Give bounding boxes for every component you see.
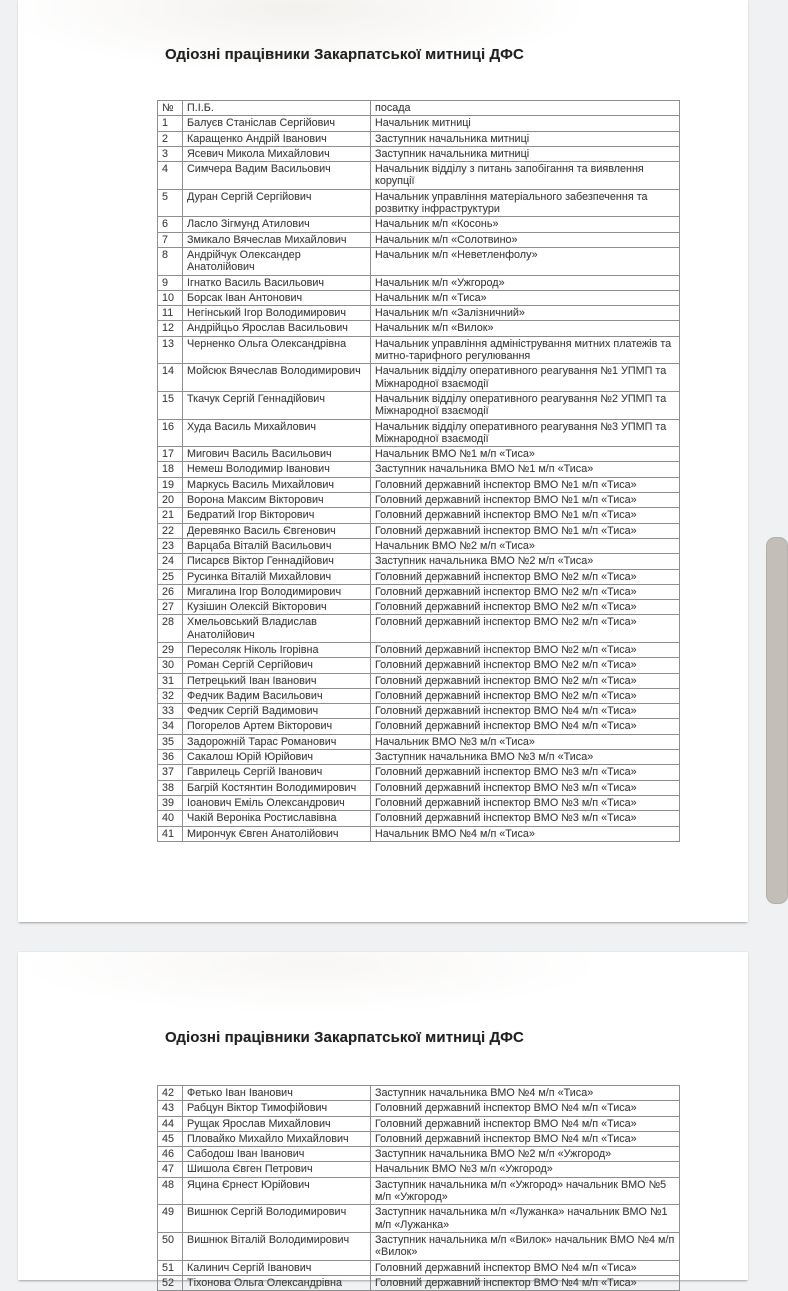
cell-num: 40 (158, 811, 183, 826)
table-row (158, 811, 680, 826)
cell-name: Бедратий Ігор Вікторович (183, 508, 371, 523)
table-row (158, 734, 680, 749)
cell-num: 47 (158, 1162, 183, 1177)
table-row (158, 1260, 680, 1275)
cell-position: Начальник м/п «Вилок» (371, 321, 680, 336)
cell-num: 27 (158, 600, 183, 615)
table-row (158, 217, 680, 232)
cell-num: 18 (158, 462, 183, 477)
table-row (158, 247, 680, 275)
cell-num: 12 (158, 321, 183, 336)
cell-name: Задорожній Тарас Романович (183, 734, 371, 749)
cell-num: 49 (158, 1205, 183, 1233)
cell-num: 9 (158, 275, 183, 290)
table-row (158, 162, 680, 190)
cell-position: Начальник управління матеріального забезпечення та розвитку інфраструктури (371, 189, 680, 217)
cell-name: Калинич Сергій Іванович (183, 1260, 371, 1275)
cell-name: Вишнюк Віталій Володимирович (183, 1232, 371, 1260)
column-header-num: № (158, 101, 183, 116)
cell-name: Русинка Віталій Михайлович (183, 569, 371, 584)
table-row (158, 673, 680, 688)
cell-position: Начальник м/п «Залізничний» (371, 306, 680, 321)
cell-position: Головний державний інспектор ВМО №1 м/п «Тиса» (371, 477, 680, 492)
cell-name: Ткачук Сергій Геннадійович (183, 391, 371, 419)
cell-name: Хмельовський Владислав Анатолійович (183, 615, 371, 643)
cell-num: 38 (158, 780, 183, 795)
cell-name: Борсак Іван Антонович (183, 290, 371, 305)
cell-position: Заступник начальника ВМО №2 м/п «Ужгород» (371, 1147, 680, 1162)
cell-num: 44 (158, 1116, 183, 1131)
cell-position: Начальник ВМО №3 м/п «Ужгород» (371, 1162, 680, 1177)
table-row (158, 765, 680, 780)
cell-num: 42 (158, 1086, 183, 1101)
employees-table-page-1 (157, 100, 680, 842)
cell-name: Кузішин Олексій Вікторович (183, 600, 371, 615)
cell-position: Головний державний інспектор ВМО №4 м/п «Тиса» (371, 1101, 680, 1116)
cell-num: 52 (158, 1275, 183, 1290)
cell-num: 48 (158, 1177, 183, 1205)
cell-num: 8 (158, 247, 183, 275)
cell-num: 10 (158, 290, 183, 305)
table-row (158, 1275, 680, 1290)
table-row (158, 1116, 680, 1131)
cell-position: Головний державний інспектор ВМО №4 м/п «Тиса» (371, 1116, 680, 1131)
cell-position: Головний державний інспектор ВМО №1 м/п «Тиса» (371, 523, 680, 538)
table-row (158, 232, 680, 247)
table-row (158, 569, 680, 584)
cell-position: Заступник начальника ВМО №1 м/п «Тиса» (371, 462, 680, 477)
cell-name: Сабодош Іван Іванович (183, 1147, 371, 1162)
cell-name: Тіхонова Ольга Олександрівна (183, 1275, 371, 1290)
table-row (158, 447, 680, 462)
table-row (158, 1232, 680, 1260)
cell-name: Худа Василь Михайлович (183, 419, 371, 447)
table-row (158, 493, 680, 508)
table-row (158, 508, 680, 523)
table-row (158, 477, 680, 492)
table-row (158, 1147, 680, 1162)
table-row (158, 1162, 680, 1177)
cell-num: 19 (158, 477, 183, 492)
cell-name: Андрійчук Олександер Анатолійович (183, 247, 371, 275)
cell-position: Начальник ВМО №1 м/п «Тиса» (371, 447, 680, 462)
table-row (158, 642, 680, 657)
cell-position: Головний державний інспектор ВМО №4 м/п «Тиса» (371, 1275, 680, 1290)
cell-position: Начальник відділу оперативного реагування №3 УПМП та Міжнародної взаємодії (371, 419, 680, 447)
cell-num: 4 (158, 162, 183, 190)
cell-num: 28 (158, 615, 183, 643)
cell-position: Головний державний інспектор ВМО №2 м/п «Тиса» (371, 615, 680, 643)
cell-name: Пловайко Михайло Михайлович (183, 1131, 371, 1146)
scrollbar-thumb[interactable] (766, 537, 788, 904)
table-row (158, 391, 680, 419)
table-row (158, 306, 680, 321)
table-row (158, 688, 680, 703)
table-row (158, 750, 680, 765)
cell-name: Ясевич Микола Михайлович (183, 146, 371, 161)
cell-position: Начальник м/п «Неветленфолу» (371, 247, 680, 275)
cell-position: Головний державний інспектор ВМО №2 м/п «Тиса» (371, 688, 680, 703)
cell-num: 33 (158, 704, 183, 719)
cell-position: Заступник начальника митниці (371, 131, 680, 146)
cell-position: Головний державний інспектор ВМО №4 м/п «Тиса» (371, 704, 680, 719)
cell-num: 31 (158, 673, 183, 688)
cell-num: 29 (158, 642, 183, 657)
cell-name: Деревянко Василь Євгенович (183, 523, 371, 538)
cell-num: 3 (158, 146, 183, 161)
cell-num: 39 (158, 795, 183, 810)
cell-num: 26 (158, 584, 183, 599)
cell-position: Головний державний інспектор ВМО №3 м/п «Тиса» (371, 765, 680, 780)
cell-name: Шишола Євген Петрович (183, 1162, 371, 1177)
cell-num: 51 (158, 1260, 183, 1275)
cell-name: Черненко Ольга Олександрівна (183, 336, 371, 364)
cell-position: Заступник начальника ВМО №2 м/п «Тиса» (371, 554, 680, 569)
cell-position: Начальник митниці (371, 116, 680, 131)
cell-num: 11 (158, 306, 183, 321)
cell-name: Ігнатко Василь Васильович (183, 275, 371, 290)
cell-position: Начальник м/п «Косонь» (371, 217, 680, 232)
table-row (158, 131, 680, 146)
cell-name: Мигалина Ігор Володимирович (183, 584, 371, 599)
table-row (158, 538, 680, 553)
cell-position: Начальник ВМО №3 м/п «Тиса» (371, 734, 680, 749)
cell-position: Заступник начальника м/п «Лужанка» начальник ВМО №1 м/п «Лужанка» (371, 1205, 680, 1233)
cell-name: Негінський Ігор Володимирович (183, 306, 371, 321)
cell-num: 15 (158, 391, 183, 419)
cell-name: Ворона Максим Вікторович (183, 493, 371, 508)
cell-num: 50 (158, 1232, 183, 1260)
cell-num: 30 (158, 658, 183, 673)
cell-name: Рущак Ярослав Михайлович (183, 1116, 371, 1131)
cell-num: 22 (158, 523, 183, 538)
table-row (158, 826, 680, 841)
column-header-name: П.І.Б. (183, 101, 371, 116)
cell-name: Мигович Василь Васильович (183, 447, 371, 462)
table-row (158, 1205, 680, 1233)
cell-name: Пересоляк Ніколь Ігорівна (183, 642, 371, 657)
table-row (158, 615, 680, 643)
cell-num: 23 (158, 538, 183, 553)
table-row (158, 1177, 680, 1205)
table-row (158, 704, 680, 719)
cell-num: 46 (158, 1147, 183, 1162)
cell-num: 25 (158, 569, 183, 584)
table-row (158, 780, 680, 795)
cell-position: Головний державний інспектор ВМО №2 м/п «Тиса» (371, 673, 680, 688)
cell-position: Начальник ВМО №4 м/п «Тиса» (371, 826, 680, 841)
table-row (158, 189, 680, 217)
cell-name: Погорелов Артем Вікторович (183, 719, 371, 734)
cell-name: Федчик Вадим Васильович (183, 688, 371, 703)
cell-position: Начальник управління адміністрування митних платежів та митно-тарифного регулювання (371, 336, 680, 364)
cell-position: Головний державний інспектор ВМО №3 м/п «Тиса» (371, 795, 680, 810)
cell-position: Головний державний інспектор ВМО №2 м/п «Тиса» (371, 642, 680, 657)
table-row (158, 719, 680, 734)
cell-position: Заступник начальника м/п «Ужгород» начальник ВМО №5 м/п «Ужгород» (371, 1177, 680, 1205)
cell-num: 16 (158, 419, 183, 447)
cell-position: Головний державний інспектор ВМО №3 м/п «Тиса» (371, 811, 680, 826)
table-header-row (158, 101, 680, 116)
cell-num: 37 (158, 765, 183, 780)
table-row (158, 275, 680, 290)
cell-num: 24 (158, 554, 183, 569)
cell-name: Фетько Іван Іванович (183, 1086, 371, 1101)
cell-num: 21 (158, 508, 183, 523)
cell-name: Сакалош Юрій Юрійович (183, 750, 371, 765)
cell-num: 35 (158, 734, 183, 749)
cell-name: Немеш Володимир Іванович (183, 462, 371, 477)
table-row (158, 321, 680, 336)
cell-position: Заступник начальника ВМО №3 м/п «Тиса» (371, 750, 680, 765)
cell-name: Мойсюк Вячеслав Володимирович (183, 364, 371, 392)
table-row (158, 1086, 680, 1101)
table-row (158, 146, 680, 161)
table-row (158, 116, 680, 131)
cell-name: Багрій Костянтин Володимирович (183, 780, 371, 795)
cell-num: 2 (158, 131, 183, 146)
cell-position: Головний державний інспектор ВМО №3 м/п «Тиса» (371, 780, 680, 795)
cell-position: Головний державний інспектор ВМО №2 м/п «Тиса» (371, 658, 680, 673)
table-row (158, 523, 680, 538)
table-row (158, 584, 680, 599)
cell-position: Заступник начальника ВМО №4 м/п «Тиса» (371, 1086, 680, 1101)
table-row (158, 1101, 680, 1116)
document-page-1 (18, 0, 748, 922)
cell-position: Начальник м/п «Солотвино» (371, 232, 680, 247)
cell-num: 34 (158, 719, 183, 734)
cell-position: Начальник м/п «Ужгород» (371, 275, 680, 290)
table-row (158, 600, 680, 615)
cell-name: Чакій Вероніка Ростиславівна (183, 811, 371, 826)
cell-position: Головний державний інспектор ВМО №4 м/п «Тиса» (371, 1131, 680, 1146)
cell-num: 45 (158, 1131, 183, 1146)
cell-name: Петрецький Іван Іванович (183, 673, 371, 688)
cell-num: 5 (158, 189, 183, 217)
cell-name: Змикало Вячеслав Михайлович (183, 232, 371, 247)
cell-num: 1 (158, 116, 183, 131)
cell-position: Заступник начальника митниці (371, 146, 680, 161)
cell-position: Головний державний інспектор ВМО №2 м/п «Тиса» (371, 584, 680, 599)
cell-name: Симчера Вадим Васильович (183, 162, 371, 190)
cell-name: Каращенко Андрій Іванович (183, 131, 371, 146)
table-row (158, 364, 680, 392)
cell-position: Начальник відділу з питань запобігання та виявлення корупції (371, 162, 680, 190)
cell-position: Головний державний інспектор ВМО №2 м/п «Тиса» (371, 569, 680, 584)
cell-position: Головний державний інспектор ВМО №1 м/п «Тиса» (371, 493, 680, 508)
table-row (158, 795, 680, 810)
cell-name: Писарєв Віктор Геннадійович (183, 554, 371, 569)
cell-num: 6 (158, 217, 183, 232)
page-title: Одіозні працівники Закарпатської митниці ДФС (165, 46, 524, 63)
cell-name: Федчик Сергій Вадимович (183, 704, 371, 719)
cell-name: Ласло Зігмунд Атилович (183, 217, 371, 232)
document-page-2 (18, 952, 748, 1289)
cell-num: 32 (158, 688, 183, 703)
cell-name: Балуєв Станіслав Сергійович (183, 116, 371, 131)
cell-position: Заступник начальника м/п «Вилок» начальник ВМО №4 м/п «Вилок» (371, 1232, 680, 1260)
cell-position: Начальник ВМО №2 м/п «Тиса» (371, 538, 680, 553)
cell-name: Іоанович Еміль Олександрович (183, 795, 371, 810)
table-row (158, 1131, 680, 1146)
employees-table-page-2 (157, 1085, 680, 1291)
cell-name: Яцина Єрнест Юрійович (183, 1177, 371, 1205)
cell-position: Начальник відділу оперативного реагування №2 УПМП та Міжнародної взаємодії (371, 391, 680, 419)
cell-name: Маркусь Василь Михайлович (183, 477, 371, 492)
cell-name: Дуран Сергій Сергійович (183, 189, 371, 217)
page-title: Одіозні працівники Закарпатської митниці ДФС (165, 1029, 524, 1046)
cell-position: Головний державний інспектор ВМО №4 м/п «Тиса» (371, 719, 680, 734)
cell-name: Роман Сергій Сергійович (183, 658, 371, 673)
cell-position: Начальник м/п «Тиса» (371, 290, 680, 305)
cell-name: Мирончук Євген Анатолійович (183, 826, 371, 841)
cell-num: 43 (158, 1101, 183, 1116)
cell-num: 13 (158, 336, 183, 364)
table-row (158, 554, 680, 569)
table-row (158, 658, 680, 673)
cell-position: Начальник відділу оперативного реагування №1 УПМП та Міжнародної взаємодії (371, 364, 680, 392)
table-row (158, 462, 680, 477)
cell-num: 17 (158, 447, 183, 462)
cell-name: Гаврилець Сергій Іванович (183, 765, 371, 780)
cell-num: 36 (158, 750, 183, 765)
cell-name: Андрійцьо Ярослав Васильович (183, 321, 371, 336)
table-row (158, 336, 680, 364)
cell-position: Головний державний інспектор ВМО №1 м/п «Тиса» (371, 508, 680, 523)
cell-num: 7 (158, 232, 183, 247)
cell-name: Рабцун Віктор Тимофійович (183, 1101, 371, 1116)
cell-num: 20 (158, 493, 183, 508)
table-row (158, 419, 680, 447)
cell-position: Головний державний інспектор ВМО №2 м/п «Тиса» (371, 600, 680, 615)
table-row (158, 290, 680, 305)
cell-position: Головний державний інспектор ВМО №4 м/п «Тиса» (371, 1260, 680, 1275)
column-header-position: посада (371, 101, 680, 116)
cell-name: Варцаба Віталій Васильович (183, 538, 371, 553)
cell-num: 41 (158, 826, 183, 841)
cell-num: 14 (158, 364, 183, 392)
cell-name: Вишнюк Сергій Володимирович (183, 1205, 371, 1233)
